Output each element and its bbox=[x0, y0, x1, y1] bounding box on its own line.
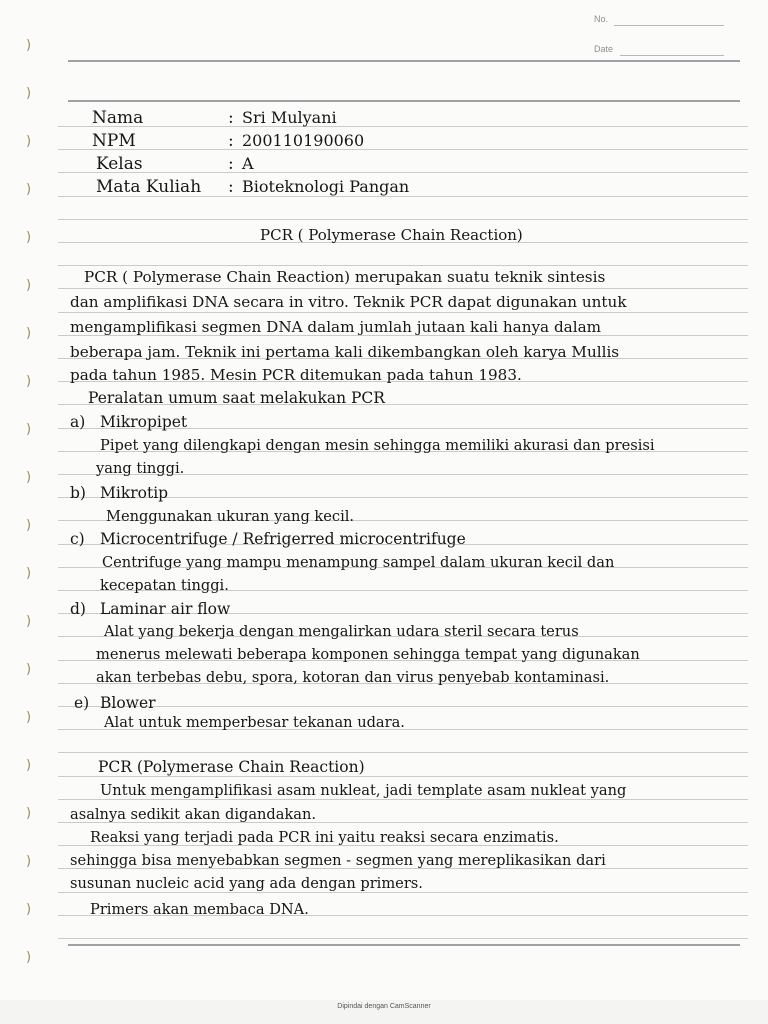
intro-line: PCR ( Polymerase Chain Reaction) merupakan suatu teknik sintesis bbox=[84, 268, 606, 286]
ruled-line bbox=[58, 219, 748, 220]
meta-value-kelas: A bbox=[242, 154, 254, 173]
page-title: PCR ( Polymerase Chain Reaction) bbox=[260, 226, 523, 244]
meta-colon: : bbox=[228, 108, 234, 128]
binder-hole-mark: ) bbox=[26, 182, 32, 197]
binder-hole-mark: ) bbox=[26, 710, 32, 725]
ruled-line bbox=[58, 892, 748, 893]
binder-hole-mark: ) bbox=[26, 278, 32, 293]
equipment-desc: Pipet yang dilengkapi dengan mesin sehingga memiliki akurasi dan presisi bbox=[100, 437, 655, 454]
equipment-marker: e) bbox=[74, 694, 90, 712]
binder-hole-mark: ) bbox=[26, 566, 32, 581]
ruled-line bbox=[58, 172, 748, 173]
intro-line: mengamplifikasi segmen DNA dalam jumlah jutaan kali hanya dalam bbox=[70, 318, 602, 336]
section2-line: Untuk mengamplifikasi asam nukleat, jadi template asam nukleat yang bbox=[100, 782, 627, 799]
no-label: No. bbox=[594, 14, 609, 24]
intro-line: pada tahun 1985. Mesin PCR ditemukan pada tahun 1983. bbox=[70, 366, 522, 384]
section2-line: Reaksi yang terjadi pada PCR ini yaitu reaksi secara enzimatis. bbox=[90, 829, 559, 846]
binder-hole-mark: ) bbox=[26, 758, 32, 773]
binder-hole-mark: ) bbox=[26, 230, 32, 245]
section2-line: asalnya sedikit akan digandakan. bbox=[70, 806, 317, 823]
equipment-desc: Centrifuge yang mampu menampung sampel dalam ukuran kecil dan bbox=[102, 554, 615, 571]
binder-hole-mark: ) bbox=[26, 86, 32, 101]
binder-hole-mark: ) bbox=[26, 806, 32, 821]
intro-line: dan amplifikasi DNA secara in vitro. Teknik PCR dapat digunakan untuk bbox=[70, 293, 627, 311]
top-rule bbox=[68, 60, 740, 62]
equipment-name: Mikrotip bbox=[100, 484, 169, 502]
equipment-desc: Alat yang bekerja dengan mengalirkan udara steril secara terus bbox=[104, 623, 579, 640]
binder-hole-mark: ) bbox=[26, 518, 32, 533]
binder-hole-mark: ) bbox=[26, 422, 32, 437]
section2-heading: PCR (Polymerase Chain Reaction) bbox=[98, 758, 365, 776]
binder-hole-mark: ) bbox=[26, 950, 32, 965]
equipment-marker: b) bbox=[70, 484, 86, 502]
meta-value-nama: Sri Mulyani bbox=[242, 108, 337, 127]
binder-hole-mark: ) bbox=[26, 614, 32, 629]
binder-hole-mark: ) bbox=[26, 38, 32, 53]
meta-label-npm: NPM bbox=[92, 131, 136, 151]
binder-hole-mark: ) bbox=[26, 662, 32, 677]
ruled-line bbox=[58, 288, 748, 289]
bottom-rule bbox=[68, 944, 740, 946]
meta-colon: : bbox=[228, 131, 234, 151]
binder-hole-mark: ) bbox=[26, 854, 32, 869]
ruled-line bbox=[58, 706, 748, 707]
binder-hole-mark: ) bbox=[26, 374, 32, 389]
ruled-line bbox=[58, 776, 748, 777]
meta-label-kelas: Kelas bbox=[96, 154, 143, 174]
binder-hole-mark: ) bbox=[26, 470, 32, 485]
equipment-name: Laminar air flow bbox=[100, 600, 231, 618]
meta-label-mata-kuliah: Mata Kuliah bbox=[96, 177, 202, 197]
equipment-heading: Peralatan umum saat melakukan PCR bbox=[88, 389, 385, 407]
section2-line: Primers akan membaca DNA. bbox=[90, 901, 309, 918]
meta-colon: : bbox=[228, 177, 234, 197]
equipment-name: Mikropipet bbox=[100, 413, 188, 431]
binder-hole-mark: ) bbox=[26, 134, 32, 149]
ruled-line bbox=[58, 752, 748, 753]
equipment-desc: akan terbebas debu, spora, kotoran dan virus penyebab kontaminasi. bbox=[96, 669, 610, 686]
date-label: Date bbox=[594, 44, 614, 54]
scanner-footer: Dipindai dengan CamScanner bbox=[337, 1003, 431, 1010]
equipment-name: Blower bbox=[100, 694, 156, 712]
binder-hole-mark: ) bbox=[26, 902, 32, 917]
equipment-desc: menerus melewati beberapa komponen sehingga tempat yang digunakan bbox=[96, 646, 640, 663]
meta-label-nama: Nama bbox=[92, 108, 144, 128]
equipment-name: Microcentrifuge / Refrigerred microcentrifuge bbox=[100, 530, 466, 548]
equipment-desc: Menggunakan ukuran yang kecil. bbox=[106, 508, 355, 525]
equipment-marker: d) bbox=[70, 600, 86, 618]
equipment-desc: Alat untuk memperbesar tekanan udara. bbox=[104, 714, 405, 731]
equipment-marker: c) bbox=[70, 530, 85, 548]
meta-colon: : bbox=[228, 154, 234, 174]
ruled-line bbox=[58, 938, 748, 939]
equipment-desc: kecepatan tinggi. bbox=[100, 577, 229, 594]
section2-line: susunan nucleic acid yang ada dengan primers. bbox=[70, 875, 423, 892]
ruled-line bbox=[58, 799, 748, 800]
equipment-desc: yang tinggi. bbox=[96, 460, 185, 477]
section2-line: sehingga bisa menyebabkan segmen - segmen yang mereplikasikan dari bbox=[70, 852, 606, 869]
ruled-line bbox=[58, 149, 748, 150]
ruled-line bbox=[58, 265, 748, 266]
ruled-line bbox=[58, 126, 748, 127]
binder-hole-mark: ) bbox=[26, 326, 32, 341]
equipment-marker: a) bbox=[70, 413, 86, 431]
ruled-line bbox=[58, 312, 748, 313]
meta-value-mata-kuliah: Bioteknologi Pangan bbox=[242, 177, 410, 196]
top-rule bbox=[68, 100, 740, 102]
meta-value-npm: 200110190060 bbox=[242, 131, 365, 150]
intro-line: beberapa jam. Teknik ini pertama kali dikembangkan oleh karya Mullis bbox=[70, 343, 620, 361]
